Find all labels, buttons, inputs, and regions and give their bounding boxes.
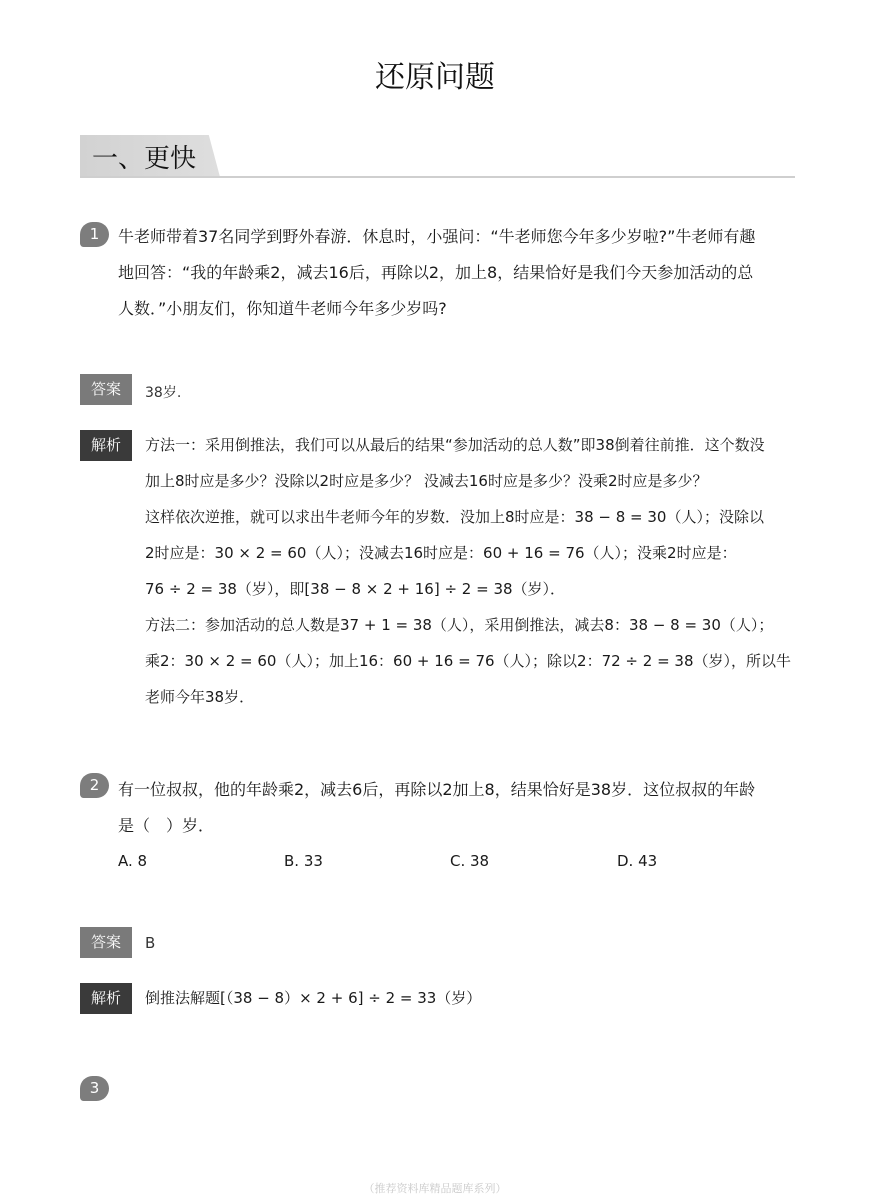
- analysis-text: 倒推法解题[（38 − 8）× 2 + 6] ÷ 2 = 33（岁）: [145, 989, 482, 1007]
- question-line: 是（ ）岁．: [118, 816, 215, 835]
- option-c: C. 38: [450, 852, 490, 870]
- analysis-label: 解析: [80, 430, 132, 461]
- analysis-line: 加上8时应是多少？没除以2时应是多少？ 没减去16时应是多少？没乘2时应是多少？: [145, 472, 708, 490]
- question-2-text: [118, 772, 798, 844]
- answer-label: 答案: [80, 374, 132, 405]
- question-number-badge: 1: [80, 222, 109, 247]
- analysis-line: 方法一：采用倒推法，我们可以从最后的结果“参加活动的总人数”即38倒着往前推．这个数没: [145, 436, 765, 454]
- option-a: A. 8: [118, 852, 148, 870]
- question-number-badge: 3: [80, 1076, 109, 1101]
- answer-text: B: [145, 934, 156, 952]
- analysis-label: 解析: [80, 983, 132, 1014]
- analysis-line: 2时应是：30 × 2 = 60（人）；没减去16时应是：60 + 16 = 76（人）；没乘2时应是：: [145, 544, 737, 562]
- answer-text: 38岁.: [145, 385, 182, 401]
- option-d: D. 43: [617, 852, 658, 870]
- analysis-line: 这样依次逆推，就可以求出牛老师今年的岁数．没加上8时应是：38 − 8 = 30（人）；没除以: [145, 508, 764, 526]
- answer-label: 答案: [80, 927, 132, 958]
- section-title: 一、更快: [92, 144, 197, 174]
- analysis-line: 76 ÷ 2 = 38（岁），即[38 − 8 × 2 + 16] ÷ 2 = 38（岁）．: [145, 580, 566, 598]
- question-number-badge: 2: [80, 773, 109, 798]
- analysis-text: [145, 427, 795, 715]
- analysis-line: 乘2：30 × 2 = 60（人）；加上16：60 + 16 = 76（人）；除以2：72 ÷ 2 = 38（岁），所以牛: [145, 652, 791, 670]
- question-line: 牛老师带着37名同学到野外春游．休息时，小强问：“牛老师您今年多少岁啦?”牛老师有趣: [118, 227, 756, 246]
- section-divider: [80, 176, 795, 178]
- analysis-line: 方法二：参加活动的总人数是37 + 1 = 38（人），采用倒推法，减去8：38 − 8 = 30（人）；: [145, 616, 774, 634]
- option-b: B. 33: [284, 852, 323, 870]
- question-line: 有一位叔叔，他的年龄乘2，减去6后，再除以2加上8，结果恰好是38岁．这位叔叔的年龄: [118, 780, 756, 799]
- question-line: 人数．”小朋友们，你知道牛老师今年多少岁吗?: [118, 299, 447, 318]
- question-line: 地回答：“我的年龄乘2，减去16后，再除以2，加上8，结果恰好是我们今天参加活动的总: [118, 263, 754, 282]
- page-footer: （推荐资料库精品题库系列）: [363, 1182, 507, 1195]
- page-title: 还原问题: [375, 60, 495, 95]
- question-1-text: [118, 219, 798, 327]
- analysis-line: 老师今年38岁．: [145, 688, 255, 706]
